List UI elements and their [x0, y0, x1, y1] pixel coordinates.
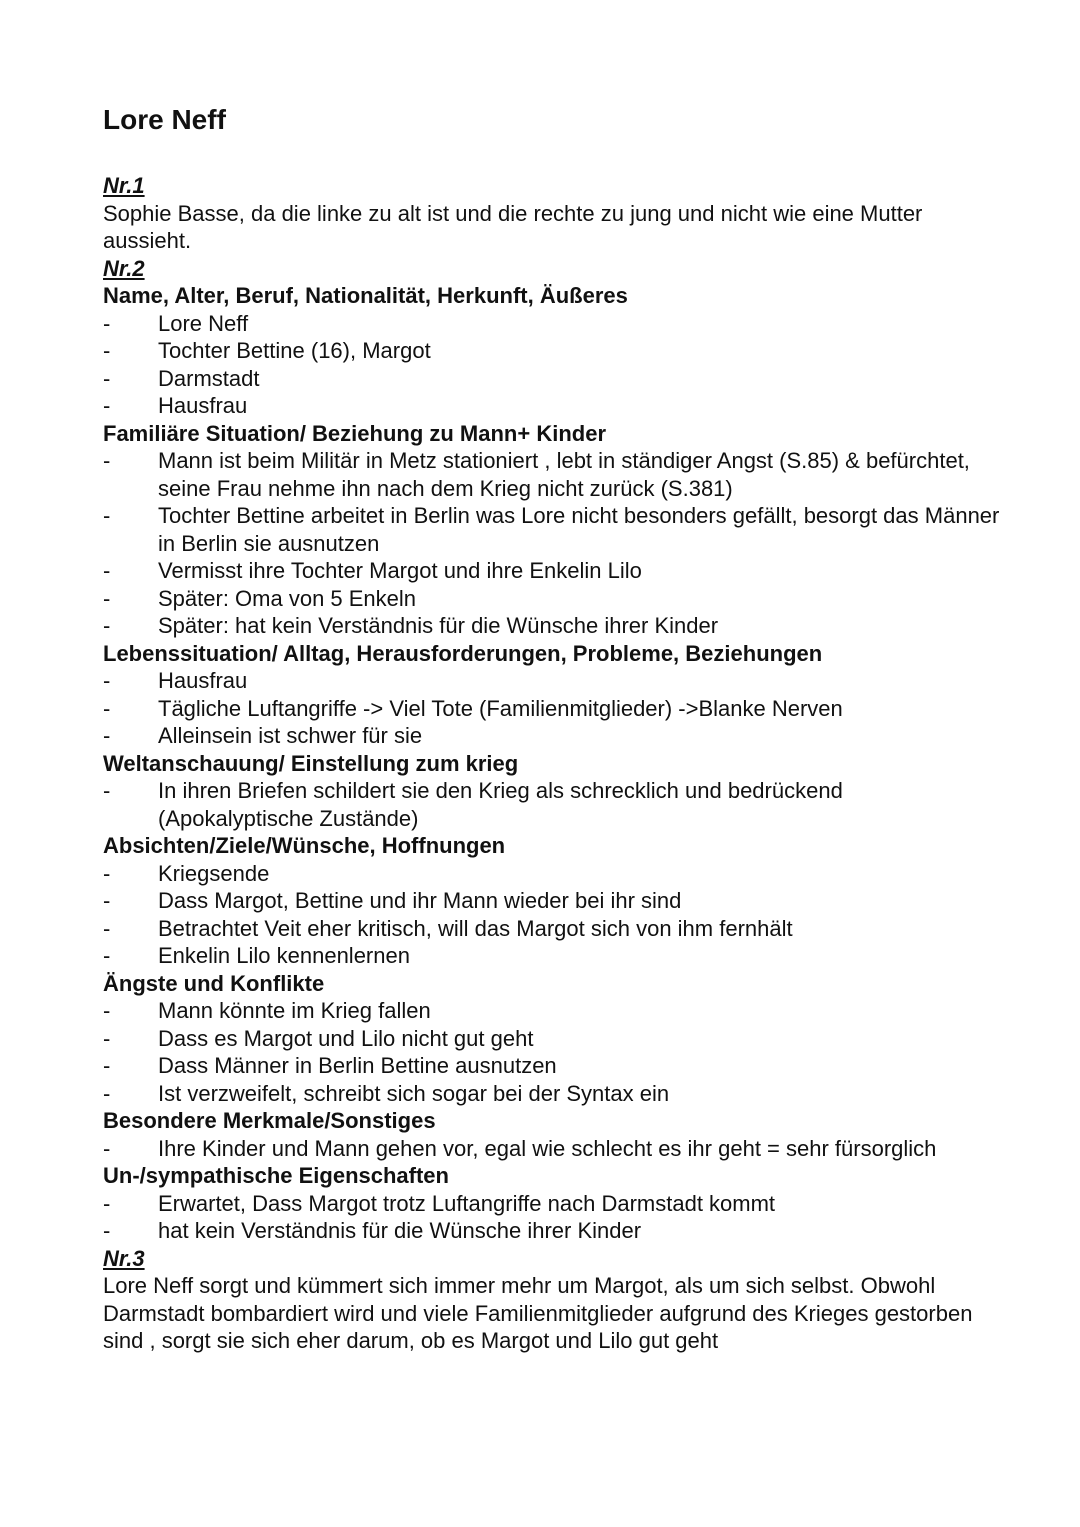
section-heading: Besondere Merkmale/Sonstiges [103, 1108, 436, 1133]
list-item-text: Ihre Kinder und Mann gehen vor, egal wie schlecht es ihr geht = sehr fürsorglich [158, 1135, 937, 1161]
list-item-text: Dass es Margot und Lilo nicht gut geht [158, 1025, 534, 1051]
nr1-text: Sophie Basse, da die linke zu alt ist und die rechte zu jung und nicht wie eine Mutter aussieht. [103, 200, 923, 253]
list-item-text: Dass Männer in Berlin Bettine ausnutzen [158, 1053, 557, 1078]
nr2-label: Nr.2 [103, 255, 145, 281]
bullet-list [103, 860, 1003, 970]
nr1-block [103, 172, 1003, 255]
list-item [103, 365, 1003, 393]
list-item-text: Ist verzweifelt, schreibt sich sogar bei der Syntax ein [158, 1080, 670, 1106]
section [103, 832, 1003, 970]
dash-bullet-icon: - [103, 1190, 111, 1216]
list-item-text: Mann ist beim Militär in Metz stationiert , lebt in ständiger Angst (S.85) & befürchtet, seine Frau nehme ihn nach dem Krieg nicht zurück (S.381) [158, 448, 970, 501]
nr2-block [103, 255, 1003, 1245]
section [103, 640, 1003, 750]
bullet-list [103, 777, 1003, 832]
list-item-text: Tochter Bettine arbeitet in Berlin was Lore nicht besonders gefällt, besorgt das Männer in Berlin sie ausnutzen [158, 503, 1000, 556]
list-item [103, 997, 1003, 1025]
section-heading: Un-/sympathische Eigenschaften [103, 1163, 449, 1188]
section-heading: Familiäre Situation/ Beziehung zu Mann+ Kinder [103, 420, 607, 446]
list-item [103, 1080, 1003, 1108]
bullet-list [103, 1190, 1003, 1245]
section [103, 1162, 1003, 1245]
list-item [103, 1052, 1003, 1080]
list-item-text: Später: hat kein Verständnis für die Wünsche ihrer Kinder [158, 613, 719, 638]
dash-bullet-icon: - [103, 503, 111, 528]
list-item [103, 1025, 1003, 1053]
list-item-text: In ihren Briefen schildert sie den Krieg als schrecklich und bedrückend (Apokalyptische Zustände) [158, 778, 843, 831]
dash-bullet-icon: - [103, 558, 111, 583]
list-item-text: Erwartet, Dass Margot trotz Luftangriffe nach Darmstadt kommt [158, 1190, 776, 1216]
nr1-label: Nr.1 [103, 173, 145, 198]
dash-bullet-icon: - [103, 1053, 111, 1078]
dash-bullet-icon: - [103, 695, 111, 721]
bullet-list [103, 667, 1003, 750]
list-item-text: Tägliche Luftangriffe -> Viel Tote (Familienmitglieder) ->Blanke Nerven [158, 695, 843, 721]
list-item [103, 887, 1003, 915]
dash-bullet-icon: - [103, 723, 111, 748]
nr3-block [103, 1245, 1003, 1355]
list-item-text: Betrachtet Veit eher kritisch, will das Margot sich von ihm fernhält [158, 915, 793, 941]
list-item [103, 310, 1003, 338]
list-item-text: Später: Oma von 5 Enkeln [158, 585, 417, 611]
nr3-label: Nr.3 [103, 1245, 145, 1271]
list-item [103, 942, 1003, 970]
list-item-text: Hausfrau [158, 393, 248, 418]
dash-bullet-icon: - [103, 915, 111, 941]
list-item [103, 1217, 1003, 1245]
list-item [103, 695, 1003, 723]
list-item [103, 1135, 1003, 1163]
dash-bullet-icon: - [103, 888, 111, 913]
dash-bullet-icon: - [103, 668, 111, 693]
section-heading: Weltanschauung/ Einstellung zum krieg [103, 750, 519, 776]
list-item [103, 337, 1003, 365]
dash-bullet-icon: - [103, 998, 111, 1023]
list-item-text: Tochter Bettine (16), Margot [158, 338, 431, 363]
nr2-sections [103, 282, 1003, 1245]
document-title: Lore Neff [103, 104, 226, 135]
dash-bullet-icon: - [103, 310, 111, 336]
list-item [103, 777, 1003, 832]
dash-bullet-icon: - [103, 778, 111, 803]
dash-bullet-icon: - [103, 1135, 111, 1161]
list-item-text: Kriegsende [158, 860, 270, 886]
list-item [103, 557, 1003, 585]
dash-bullet-icon: - [103, 1218, 111, 1243]
section [103, 970, 1003, 1108]
list-item [103, 612, 1003, 640]
list-item [103, 722, 1003, 750]
list-item [103, 392, 1003, 420]
list-item-text: Dass Margot, Bettine und ihr Mann wieder bei ihr sind [158, 888, 682, 913]
dash-bullet-icon: - [103, 338, 111, 363]
list-item [103, 915, 1003, 943]
list-item [103, 667, 1003, 695]
list-item [103, 1190, 1003, 1218]
bullet-list [103, 1135, 1003, 1163]
bullet-list [103, 997, 1003, 1107]
list-item-text: Lore Neff [158, 310, 249, 336]
bullet-list [103, 310, 1003, 420]
dash-bullet-icon: - [103, 613, 111, 638]
list-item-text: Darmstadt [158, 365, 260, 391]
dash-bullet-icon: - [103, 1025, 111, 1051]
list-item-text: Vermisst ihre Tochter Margot und ihre Enkelin Lilo [158, 558, 642, 583]
list-item [103, 860, 1003, 888]
section-heading: Lebenssituation/ Alltag, Herausforderungen, Probleme, Beziehungen [103, 640, 823, 666]
section [103, 420, 1003, 640]
list-item-text: Alleinsein ist schwer für sie [158, 723, 423, 748]
dash-bullet-icon: - [103, 448, 111, 473]
list-item-text: hat kein Verständnis für die Wünsche ihrer Kinder [158, 1218, 642, 1243]
section [103, 750, 1003, 833]
list-item [103, 502, 1003, 557]
bullet-list [103, 447, 1003, 640]
nr3-text: Lore Neff sorgt und kümmert sich immer mehr um Margot, als um sich selbst. Obwohl Darmstadt bombardiert wird und viele Familienmitglieder aufgrund des Krieges gestorben sind , sorgt sie sich eher darum, ob es Margot und Lilo gut geht [103, 1273, 973, 1353]
section [103, 1107, 1003, 1162]
list-item-text: Hausfrau [158, 668, 248, 693]
dash-bullet-icon: - [103, 365, 111, 391]
list-item [103, 585, 1003, 613]
dash-bullet-icon: - [103, 393, 111, 418]
section [103, 282, 1003, 420]
list-item-text: Mann könnte im Krieg fallen [158, 998, 431, 1023]
dash-bullet-icon: - [103, 585, 111, 611]
section-heading: Ängste und Konflikte [103, 970, 325, 996]
section-heading: Absichten/Ziele/Wünsche, Hoffnungen [103, 833, 506, 858]
dash-bullet-icon: - [103, 943, 111, 968]
dash-bullet-icon: - [103, 860, 111, 886]
document [103, 100, 1003, 1355]
section-heading: Name, Alter, Beruf, Nationalität, Herkunft, Äußeres [103, 283, 628, 308]
list-item [103, 447, 1003, 502]
list-item-text: Enkelin Lilo kennenlernen [158, 943, 410, 968]
dash-bullet-icon: - [103, 1080, 111, 1106]
